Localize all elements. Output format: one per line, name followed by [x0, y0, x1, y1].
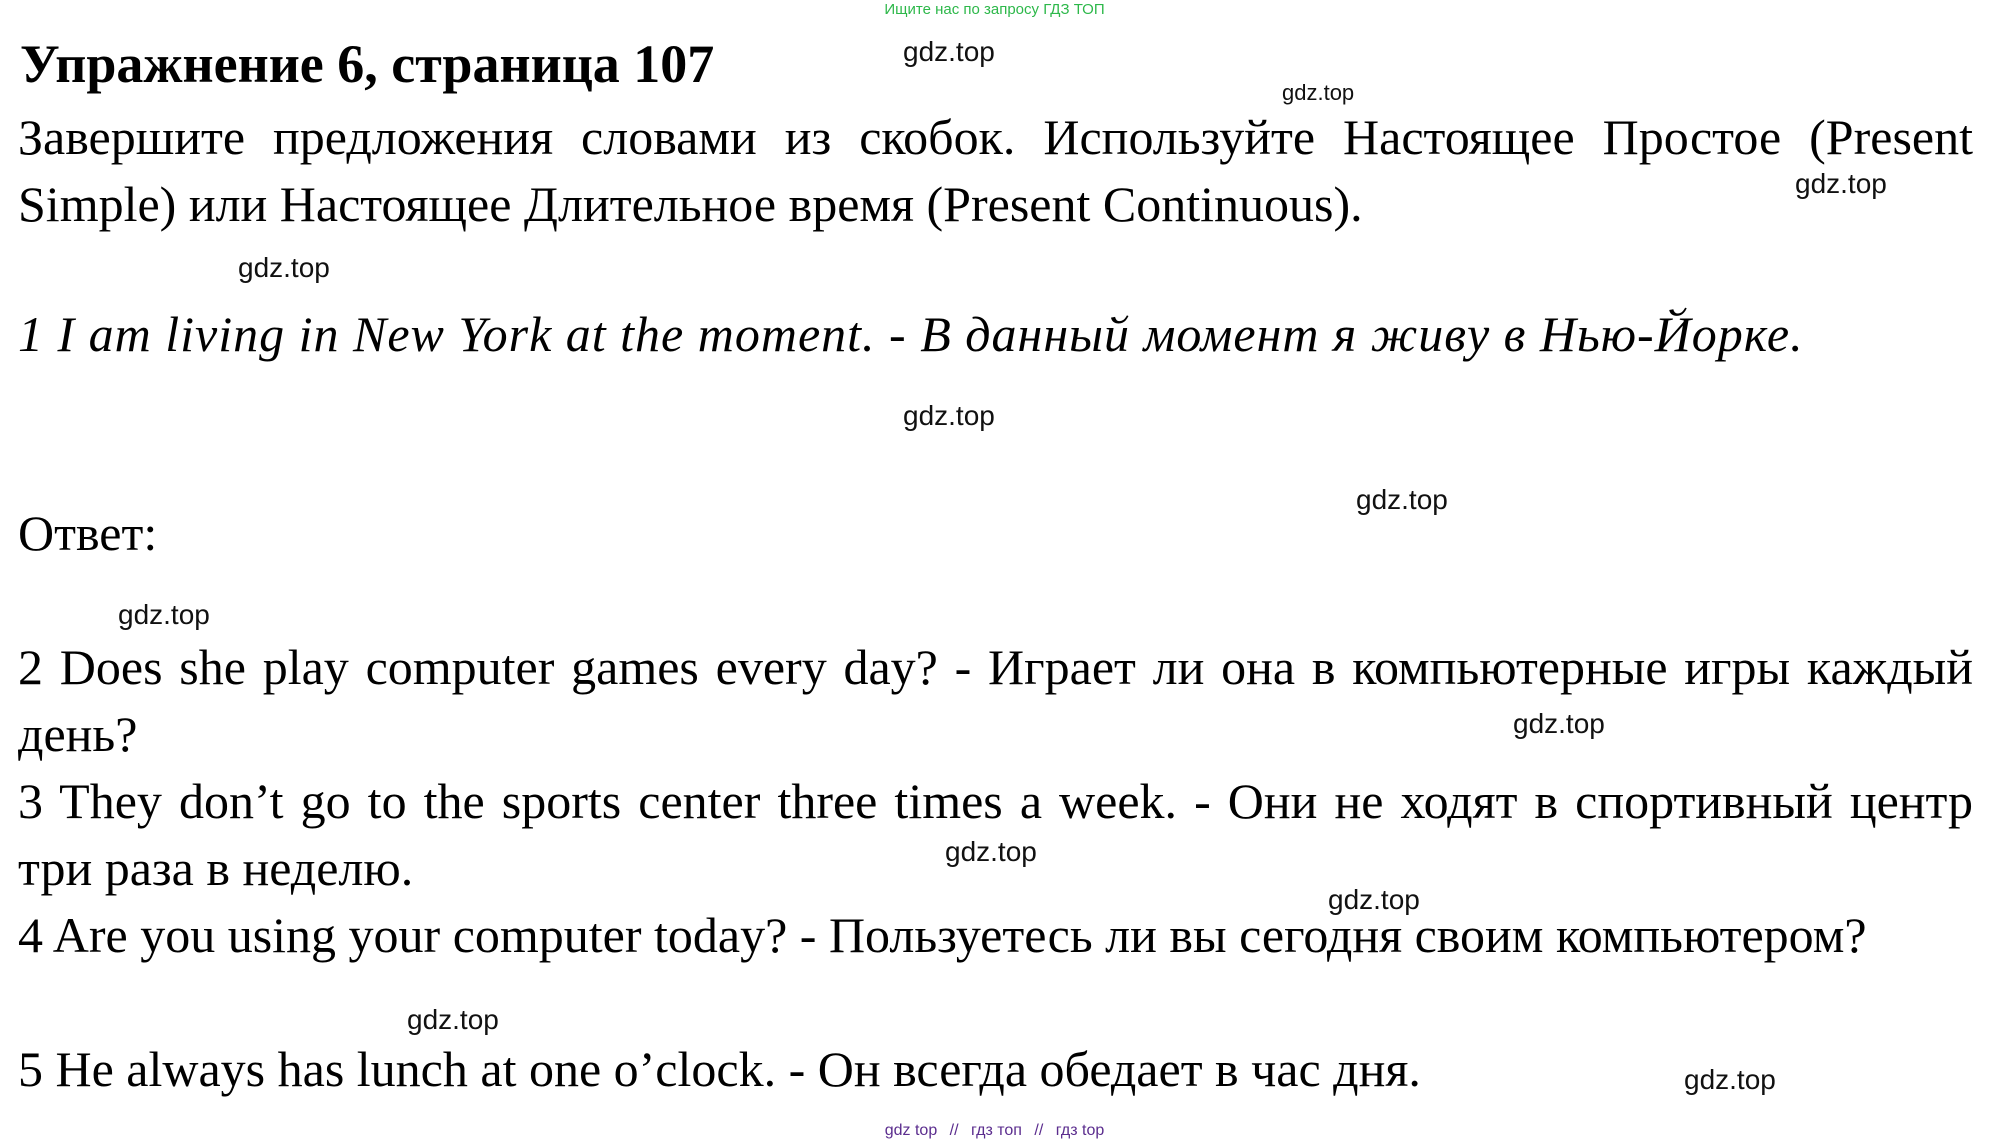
watermark: gdz.top	[1282, 80, 1355, 105]
watermark: gdz.top	[903, 36, 995, 67]
footer-separator: //	[949, 1122, 959, 1139]
watermark: gdz.top	[1513, 708, 1605, 739]
watermark: gdz.top	[118, 599, 210, 630]
answer-item-4: 4 Are you using your computer today? - Пользуетесь ли вы сегодня своим компьютером?	[18, 907, 1867, 963]
instruction-text: Завершите предложения словами из скобок. Используйте Настоящее Простое (Present Simple) или Настоящее Длительное время (Present Continuous).	[18, 109, 1973, 232]
footer-links	[0, 1122, 1989, 1140]
answer-label: Ответ:	[18, 505, 158, 561]
watermark: gdz.top	[1795, 168, 1887, 199]
footer-link-gdz-top[interactable]: gdz top	[884, 1122, 938, 1139]
footer-separator: //	[1034, 1122, 1044, 1139]
watermark: gdz.top	[903, 400, 995, 431]
footer-link-gdz-top-ru[interactable]: гдз топ	[971, 1122, 1022, 1139]
watermark: gdz.top	[238, 252, 330, 283]
watermark: gdz.top	[1684, 1064, 1776, 1095]
footer-link-gdz-top-mixed[interactable]: гдз top	[1055, 1122, 1105, 1139]
top-banner: Ищите нас по запросу ГДЗ ТОП	[884, 1, 1105, 18]
watermark: gdz.top	[945, 836, 1037, 867]
watermark: gdz.top	[1328, 884, 1420, 915]
answer-item-3: 3 They don’t go to the sports center three times a week. - Они не ходят в спортивный центр три раза в неделю.	[18, 773, 1973, 896]
example-sentence: 1 I am living in New York at the moment. - В данный момент я живу в Нью-Йорке.	[18, 306, 1804, 362]
watermark: gdz.top	[407, 1004, 499, 1035]
answer-item-2: 2 Does she play computer games every day? - Играет ли она в компьютерные игры каждый день?	[18, 639, 1973, 762]
page-title: Упражнение 6, страница 107	[20, 34, 715, 94]
answer-item-5: 5 He always has lunch at one o’clock. - Он всегда обедает в час дня.	[18, 1041, 1421, 1097]
watermark: gdz.top	[1356, 484, 1448, 515]
